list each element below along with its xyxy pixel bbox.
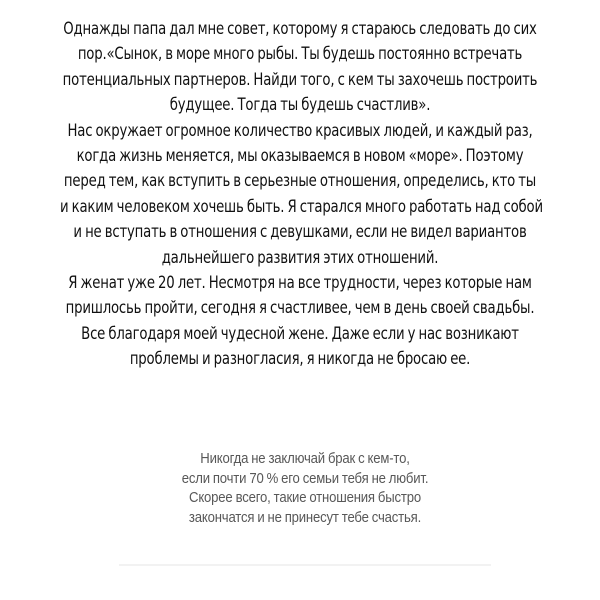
- story-line: дальнейшего развития этих отношений.: [161, 247, 439, 267]
- story-text: [60, 16, 543, 372]
- story-line: потенциальных партнеров. Найди того, с кем ты захочешь построить: [62, 69, 538, 89]
- quote-line: закончатся и не принесут тебе счастья.: [188, 509, 422, 526]
- story-line: будущее. Тогда ты будешь счастлив».: [169, 95, 431, 115]
- story-line: перед тем, как вступить в серьезные отношения, определись, кто ты: [63, 171, 537, 191]
- quote-line: если почти 70 % его семьи тебя не любит.: [181, 470, 429, 487]
- story-line: Нас окружает огромное количество красивых людей, и каждый раз,: [67, 120, 533, 140]
- story-line: проблемы и разногласия, я никогда не бросаю ее.: [129, 349, 471, 369]
- story-line: и каким человеком хочешь быть. Я старался много работать над собой: [60, 196, 543, 216]
- story-line: Я женат уже 20 лет. Несмотря на все трудности, через которые нам: [68, 273, 532, 293]
- quote-text: [138, 450, 473, 528]
- story-line: пор.«Сынок, в море много рыбы. Ты будешь постоянно встречать: [77, 44, 523, 64]
- story-line: Все благодаря моей чудесной жене. Даже если у нас возникают: [81, 323, 519, 343]
- quote-line: Скорее всего, такие отношения быстро: [189, 490, 421, 506]
- story-line: и не вступать в отношения с девушками, если не видел вариантов: [73, 222, 527, 242]
- story-line: Однажды папа дал мне совет, которому я стараюсь следовать до сих: [63, 19, 537, 38]
- quote-card: [119, 432, 491, 566]
- quote-line: Никогда не заключай брак с кем-то,: [200, 451, 410, 467]
- story-line: пришлосьь пройти, сегодня я счастливее, чем в день своей свадьбы.: [65, 298, 535, 318]
- story-line: когда жизнь меняется, мы оказываемся в новом «море». Поэтому: [76, 146, 524, 166]
